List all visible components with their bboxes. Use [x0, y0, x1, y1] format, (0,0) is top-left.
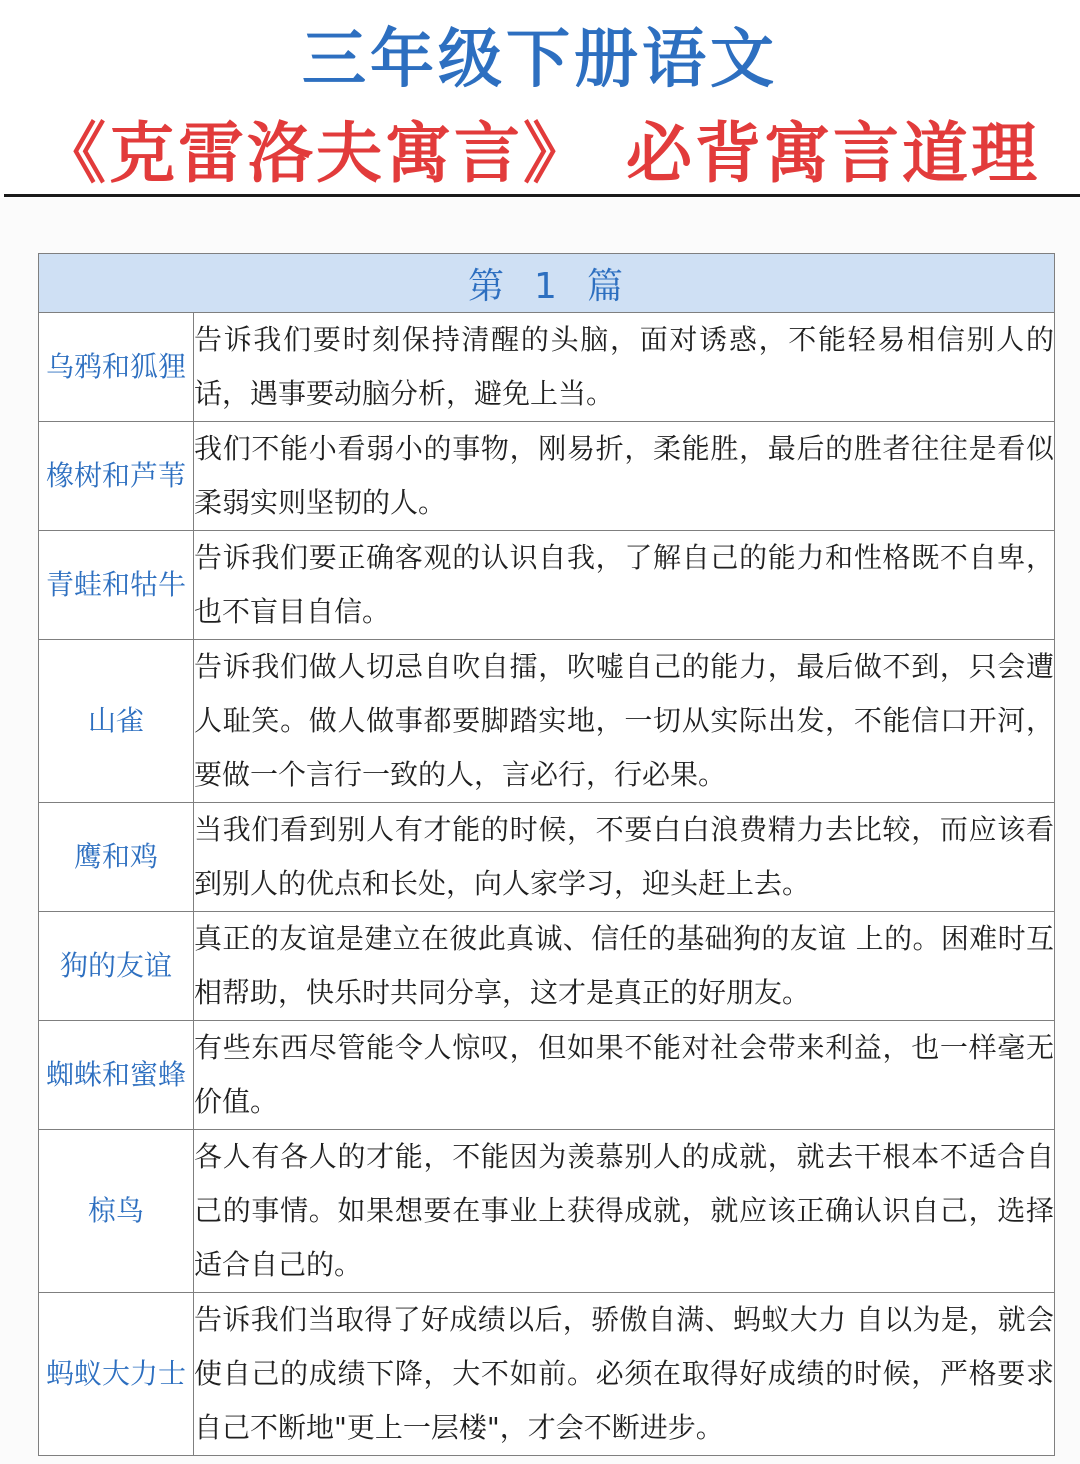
page-subtitle — [0, 112, 1080, 196]
subtitle-text: 必背寓言道理 — [626, 115, 1040, 192]
table-row — [39, 1130, 1055, 1293]
fable-name: 青蛙和牯牛 — [39, 531, 194, 640]
fable-moral: 告诉我们当取得了好成绩以后，骄傲自满、蚂蚁大力 自以为是，就会使自己的成绩下降，大不如前。必须在取得好成绩的时候，严格要求自己不断地"更上一层楼"，才会不断进步。 — [194, 1293, 1055, 1456]
fable-name: 橡树和芦苇 — [39, 422, 194, 531]
page-title: 三年级下册语文 — [302, 23, 778, 97]
table-row — [39, 803, 1055, 912]
table-row — [39, 531, 1055, 640]
fable-name: 山雀 — [39, 640, 194, 803]
fable-moral: 真正的友谊是建立在彼此真诚、信任的基础狗的友谊 上的。困难时互相帮助，快乐时共同分享，这才是真正的好朋友。 — [194, 912, 1055, 1021]
fable-moral: 告诉我们要时刻保持清醒的头脑，面对诱惑，不能轻易相信别人的话，遇事要动脑分析，避免上当。 — [194, 313, 1055, 422]
fable-name: 蚂蚁大力士 — [39, 1293, 194, 1456]
fable-moral: 当我们看到别人有才能的时候，不要白白浪费精力去比较，而应该看到别人的优点和长处，向人家学习，迎头赶上去。 — [194, 803, 1055, 912]
fable-moral: 有些东西尽管能令人惊叹，但如果不能对社会带来利益，也一样毫无价值。 — [194, 1021, 1055, 1130]
fable-moral: 告诉我们要正确客观的认识自我，了解自己的能力和性格既不自卑，也不盲目自信。 — [194, 531, 1055, 640]
fable-moral: 我们不能小看弱小的事物，刚易折，柔能胜，最后的胜者往往是看似柔弱实则坚韧的人。 — [194, 422, 1055, 531]
fable-moral: 告诉我们做人切忌自吹自擂，吹嘘自己的能力，最后做不到，只会遭人耻笑。做人做事都要脚踏实地，一切从实际出发，不能信口开河，要做一个言行一致的人，言必行，行必果。 — [194, 640, 1055, 803]
book-title: 《克雷洛夫寓言》 — [40, 115, 592, 192]
page-header — [0, 0, 1080, 198]
section-header — [39, 254, 1055, 313]
fable-name: 鹰和鸡 — [39, 803, 194, 912]
table-row — [39, 422, 1055, 531]
section-prefix: 第 — [468, 265, 507, 307]
table-row — [39, 313, 1055, 422]
section-header-row — [39, 254, 1055, 313]
fable-name: 狗的友谊 — [39, 912, 194, 1021]
table-row — [39, 1293, 1055, 1456]
fable-name: 椋鸟 — [39, 1130, 194, 1293]
table-row — [39, 912, 1055, 1021]
table-row — [39, 1021, 1055, 1130]
table-row — [39, 640, 1055, 803]
section-number: 1 — [534, 265, 559, 307]
fables-table — [38, 253, 1055, 1456]
fable-name: 乌鸦和狐狸 — [39, 313, 194, 422]
fable-name: 蜘蛛和蜜蜂 — [39, 1021, 194, 1130]
section-suffix: 篇 — [586, 265, 625, 307]
fable-moral: 各人有各人的才能，不能因为羡慕别人的成就，就去干根本不适合自己的事情。如果想要在事业上获得成就，就应该正确认识自己，选择适合自己的。 — [194, 1130, 1055, 1293]
header-divider — [4, 194, 1080, 197]
